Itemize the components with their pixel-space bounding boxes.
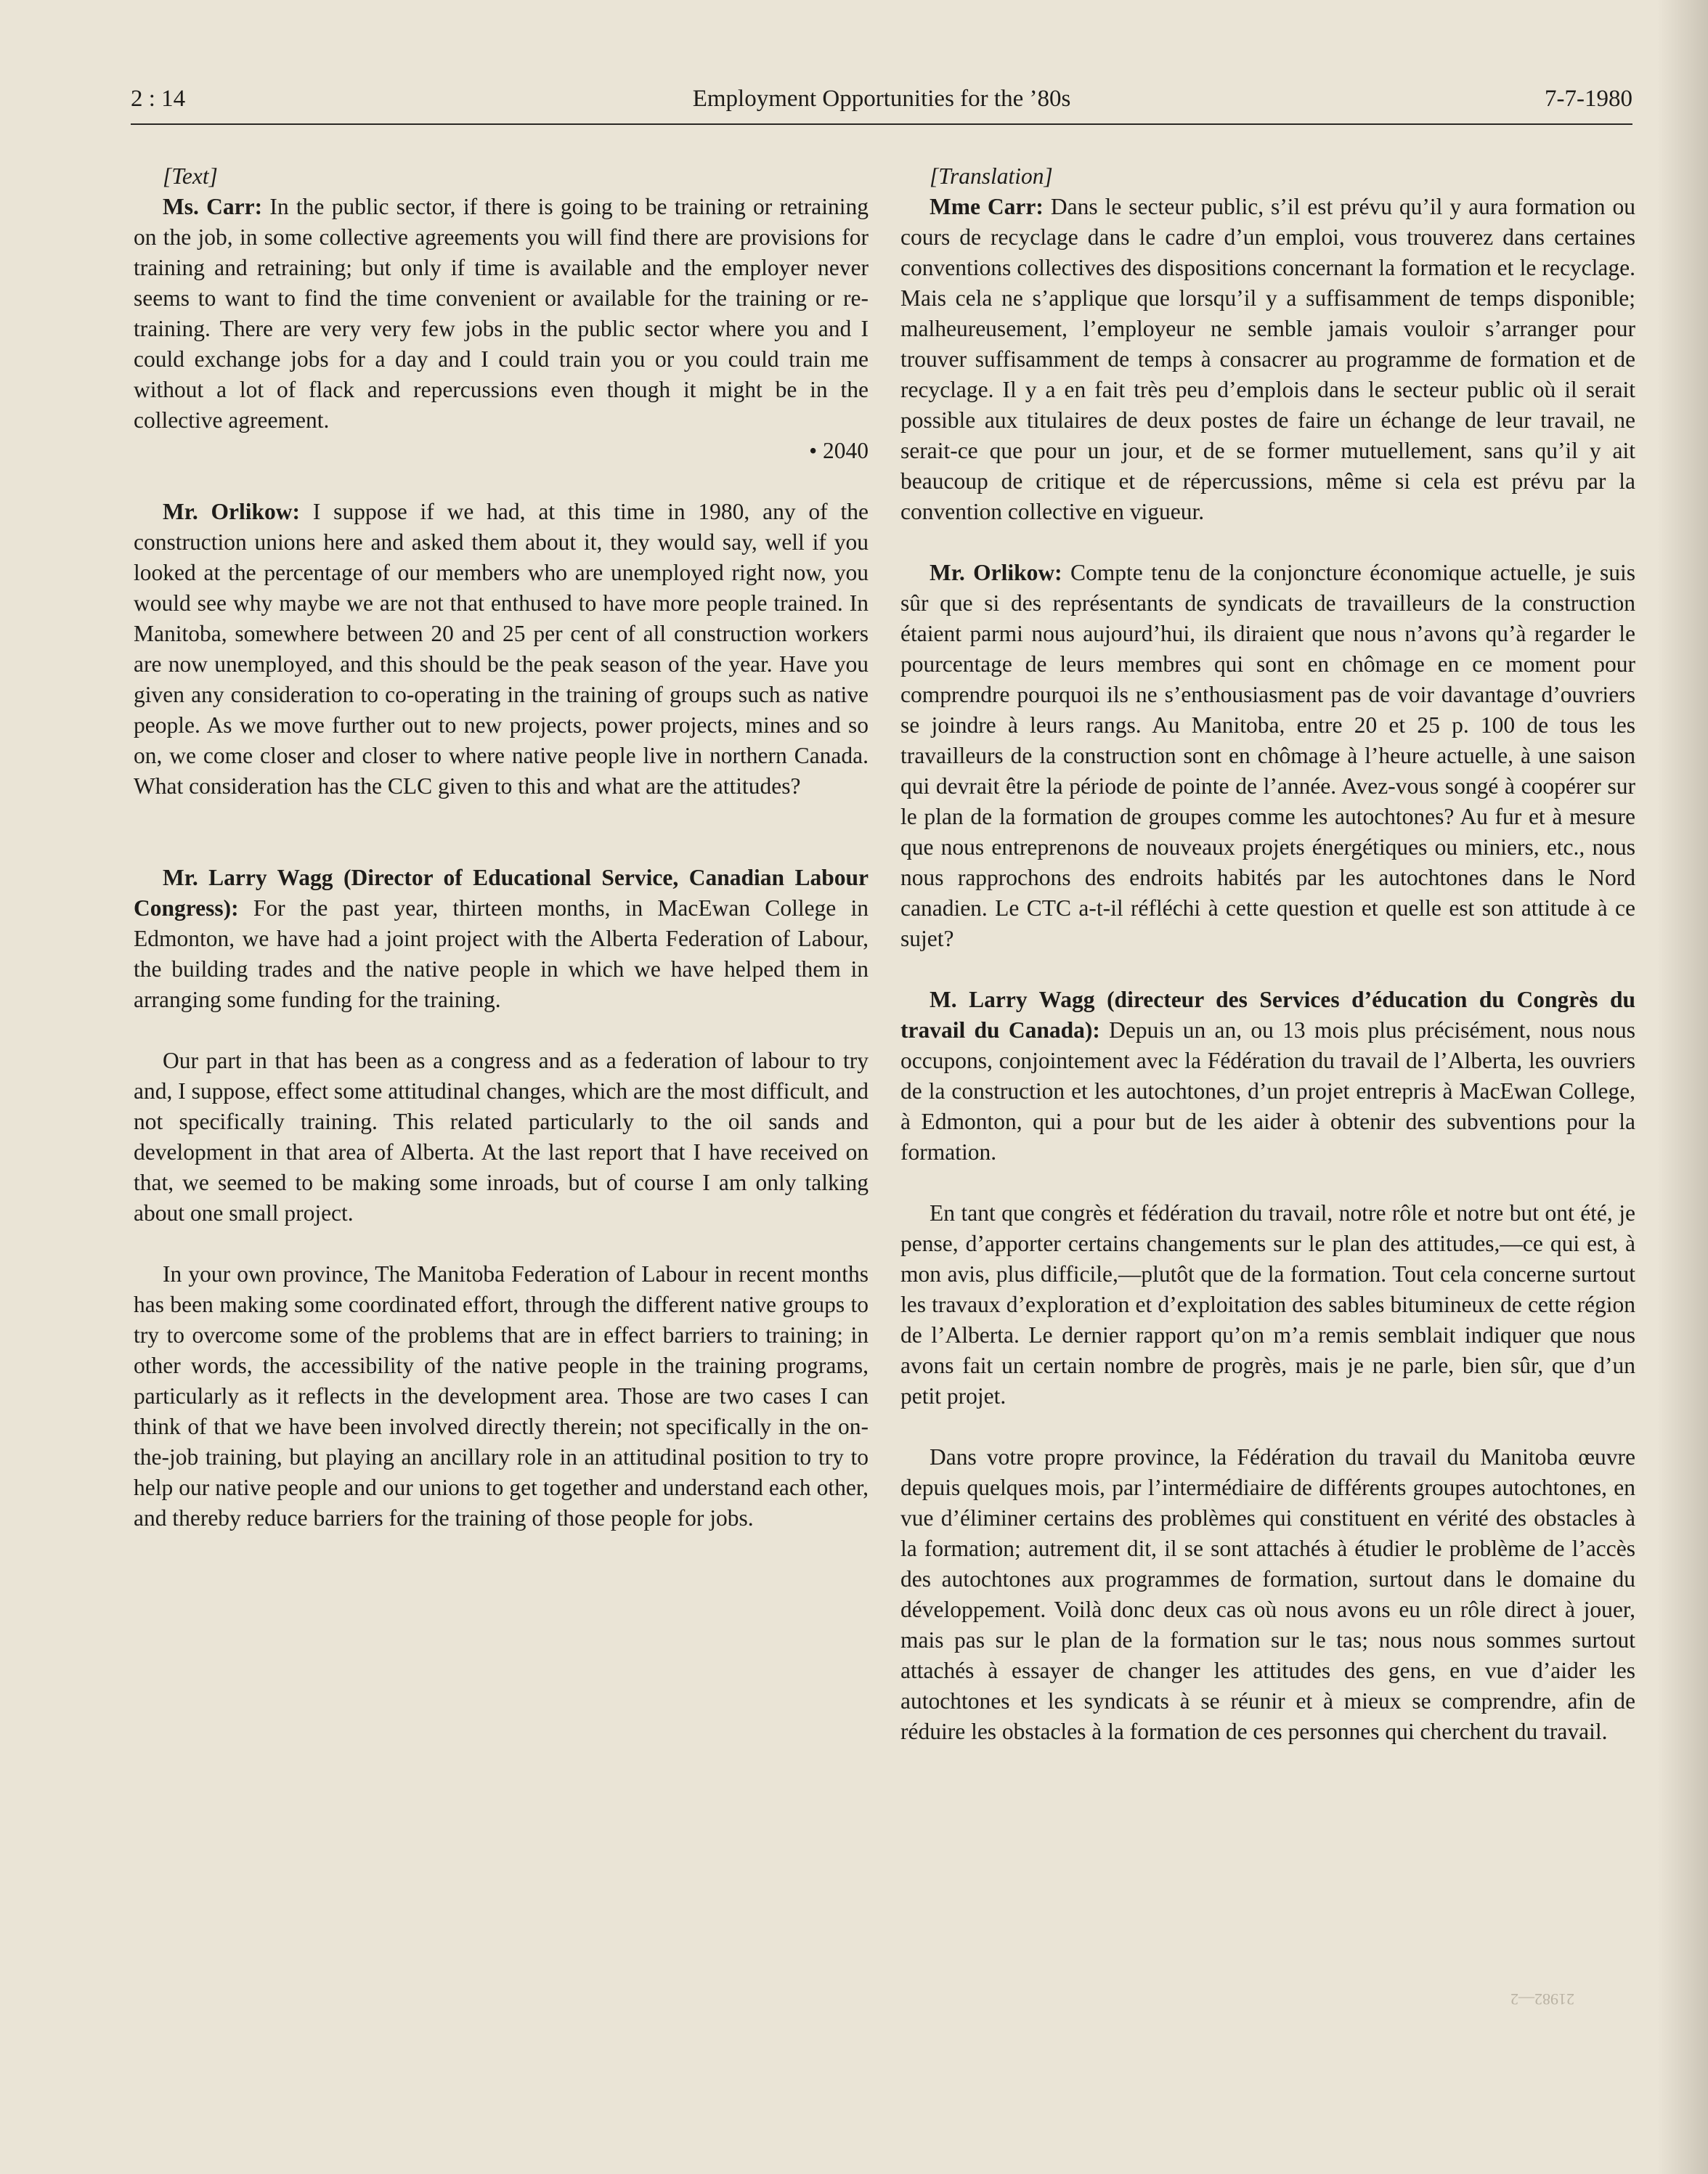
paragraph-text: In the public sector, if there is going to be training or retraining on the job, in some collective agreements you will find there are provisions for training and retraining; but only if time is available and the employer never seems to want to find the time convenient or available for the training or re-training. There are very very few jobs in the public sector where you and I could exchange jobs for a day and I could train you or you could train me without a lot of flack and repercussions even though it might be in the collective agreement. — [134, 194, 869, 433]
paragraph-orlikow-fr — [900, 558, 1635, 954]
paragraph-text: Our part in that has been as a congress and as a federation of labour to try and, I suppose, effect some attitudinal changes, which are the most difficult, and not specifically training. This related particularly to the oil sands and development in that area of Alberta. At the last report that I have received on that, we seemed to be making some inroads, but of course I am only talking about one small project. — [134, 1048, 869, 1226]
page-number: 2 : 14 — [131, 86, 186, 112]
speaker-name: Mr. Orlikow: — [930, 560, 1062, 585]
page-header — [131, 86, 1632, 125]
paragraph-wagg — [134, 863, 869, 1015]
paragraph-text: I suppose if we had, at this time in 1980, any of the construction unions here and asked them about it, they would say, well if you looked at the percentage of our members who are unemployed right now, you would see why maybe we are not that enthused to have more people trained. In Manitoba, somewhere between 20 and 25 per cent of all construction workers are now unemployed, and this should be the peak season of the year. Have you given any consideration to co-operating in the training of groups such as native people. As we move further out to new projects, power projects, mines and so on, we come closer and closer to where native people live in northern Canada. What consideration has the CLC given to this and what are the attitudes? — [134, 499, 869, 799]
paragraph-wagg-fr — [900, 985, 1635, 1168]
session-date: 7-7-1980 — [1545, 86, 1632, 112]
print-code: 21982—2 — [1510, 1990, 1574, 2008]
english-column — [134, 161, 869, 1534]
paragraph-carr-fr — [900, 192, 1635, 527]
text-tag: [Text] — [163, 163, 218, 189]
paragraph-text: For the past year, thirteen months, in MacEwan College in Edmonton, we have had a joint project with the Alberta Federation of Labour, the building trades and the native people in which we have helped them in arranging some funding for the training. — [134, 895, 869, 1012]
translation-tag: [Translation] — [930, 163, 1053, 189]
speaker-name: Ms. Carr: — [163, 194, 263, 219]
paragraph-text: Depuis un an, ou 13 mois plus précisément, nous nous occupons, conjointement avec la Fédération du travail de l’Alberta, les ouvriers de la construction et les autochtones, d’un projet entrepris à MacEwan College, à Edmonton, qui a pour but de les aider à obtenir des subventions pour la formation. — [900, 1017, 1635, 1165]
time-marker: • 2040 — [809, 438, 869, 463]
french-column — [900, 161, 1635, 1747]
paragraph-text: Compte tenu de la conjoncture économique actuelle, je suis sûr que si des représentants de syndicats de travailleurs de la construction étaient parmi nous aujourd’hui, ils diraient que nous n’avons qu’à regarder le pourcentage de leurs membres qui sont en chômage en ce moment pour comprendre pourquoi ils ne s’enthousiasment pas de voir davantage d’ouvriers se joindre à leurs rangs. Au Manitoba, entre 20 et 25 p. 100 de tous les travailleurs de la construction sont en chômage à l’heure actuelle, à une saison qui devrait être la période de pointe de l’année. Avez-vous songé à coopérer sur le plan de la formation de groupes comme les autochtones? Au fur et à mesure que nous entreprenons de nouveaux projets énergétiques ou miniers, etc., nous nous rapprochons des endroits habités par les autochtones dans le Nord canadien. Le CTC a-t-il réfléchi à cette question et quelle est son attitude à ce sujet? — [900, 560, 1635, 951]
running-title: Employment Opportunities for the ’80s — [692, 86, 1071, 112]
speaker-name: Mme Carr: — [930, 194, 1044, 219]
paragraph-text: Dans le secteur public, s’il est prévu qu’il y aura formation ou cours de recyclage dans le cadre d’un emploi, vous trouverez dans certaines conventions collectives des dispositions concernant la formation et le recyclage. Mais cela ne s’applique que lorsqu’il y a suffisamment de temps disponible; malheureusement, l’employeur ne semble jamais vouloir s’arranger pour trouver suffisamment de temps à consacrer au programme de formation et de recyclage. Il y a en fait très peu d’emplois dans le secteur public où il serait possible aux titulaires de deux postes de faire un échange de leur travail, ne serait-ce que pour un jour, et de se former mutuellement, sans qu’il y ait beaucoup de critique et de répercussions, même si cela est prévu par la convention collective en vigueur. — [900, 194, 1636, 524]
paragraph-orlikow — [134, 497, 869, 802]
speaker-name: Mr. Larry Wagg (Director of Educational Service, Canadian Labour Congress): — [134, 865, 869, 921]
paragraph-carr — [134, 192, 869, 436]
speaker-name: M. Larry Wagg (directeur des Services d’éducation du Congrès du travail du Canada): — [900, 987, 1635, 1043]
paragraph-text: Dans votre propre province, la Fédération du travail du Manitoba œuvre depuis quelques mois, par l’intermédiaire de différents groupes autochtones, en vue d’éliminer certains des problèmes qui constituent en vérité des obstacles à la formation; autrement dit, il se sont attachés à étudier le problème de l’accès des autochtones aux programmes de formation, surtout dans le domaine du développement. Voilà donc deux cas où nous avons eu un rôle direct à jouer, mais pas sur le plan de la formation sur le tas; nous nous sommes surtout attachés à essayer de changer les attitudes des gens, en vue d’aider les autochtones et les syndicats à se réunir et à mieux se comprendre, afin de réduire les obstacles à la formation de ces personnes qui cherchent du travail. — [900, 1444, 1635, 1744]
binding-shadow — [1657, 0, 1708, 2174]
paragraph-text: En tant que congrès et fédération du travail, notre rôle et notre but ont été, je pense, d’apporter certains changements sur le plan des attitudes,—ce qui est, à mon avis, plus difficile,—plutôt que de la formation. Tout cela concerne surtout les travaux d’exploration et d’exploitation des sables bitumineux de cette région de l’Alberta. Le dernier rapport qu’on m’a remis semblait indiquer que nous avons fait un certain nombre de progrès, mais je ne parle, bien sûr, que d’un petit projet. — [900, 1200, 1635, 1409]
speaker-name: Mr. Orlikow: — [163, 499, 301, 524]
paragraph-text: In your own province, The Manitoba Federation of Labour in recent months has been making some coordinated effort, through the different native groups to try to overcome some of the problems that are in effect barriers to training; in other words, the accessibility of the native people in the training programs, particularly as it reflects in the development area. Those are two cases I can think of that we have been involved directly therein; not specifically in the on-the-job training, but playing an ancillary role in an attitudinal position to try to help our native people and our unions to get together and understand each other, and thereby reduce barriers for the training of those people for jobs. — [134, 1261, 869, 1531]
